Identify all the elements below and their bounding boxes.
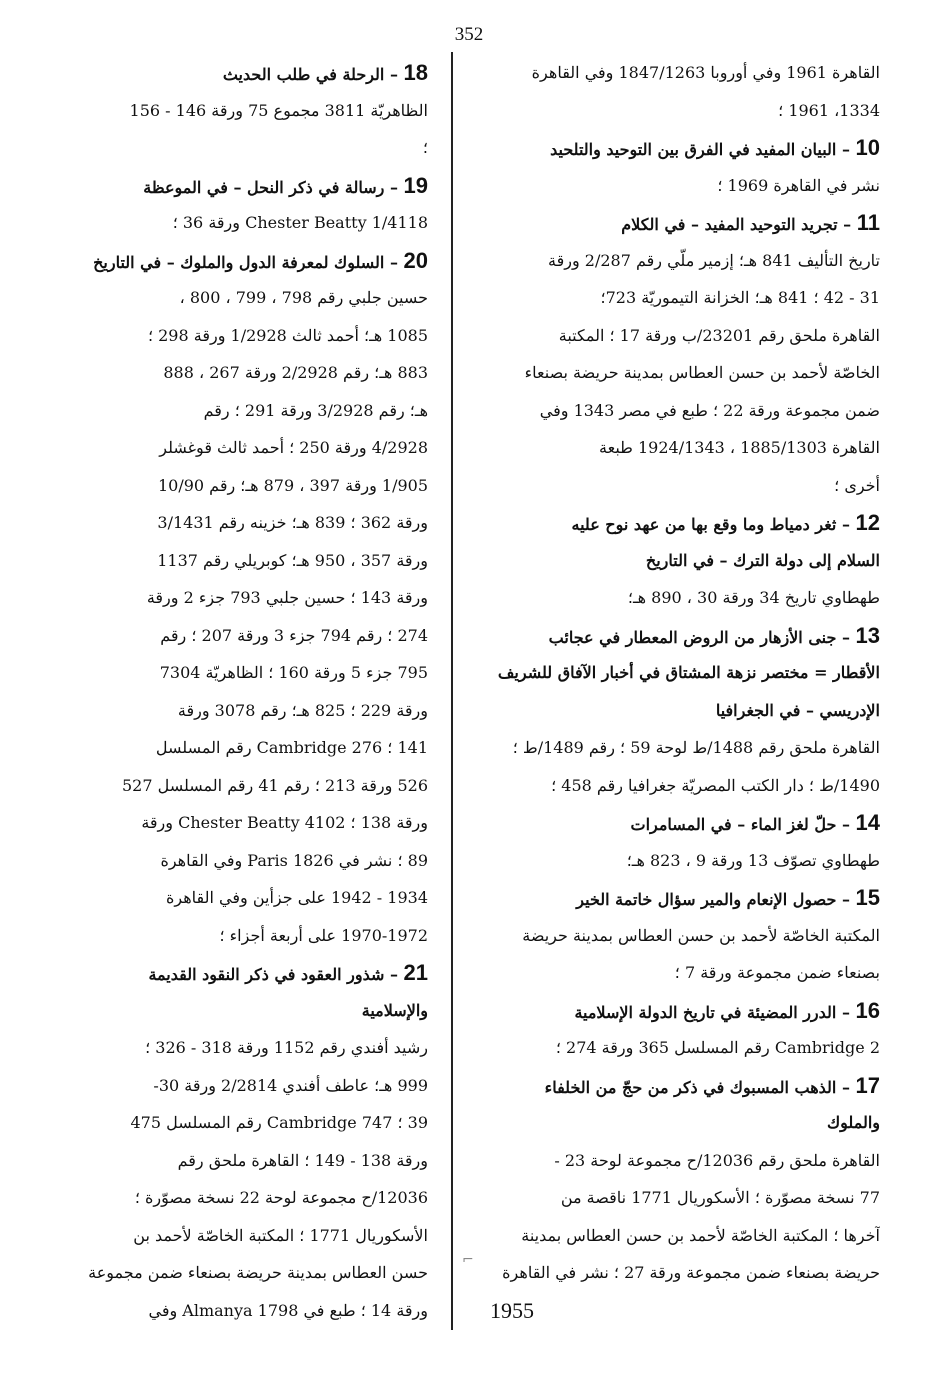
entry-line: تاريخ التأليف 841 هـ؛ إزمير ملّي رقم 2/287 ورقة — [548, 250, 880, 270]
entry-line: ؛ — [422, 138, 428, 157]
entry-line: Cambridge 2 رقم المسلسل 365 ورقة 274 ؛ — [555, 1038, 880, 1057]
entry-line: طهطاوي تصوّف 13 ورقة 9 ، 823 هـ؛ — [626, 850, 880, 870]
entry-title: السلوك لمعرفة الدول والملوك – في التاريخ — [93, 252, 385, 272]
entry-heading — [78, 54, 428, 92]
entry-number: 12 — [855, 510, 880, 535]
entry-line: 1934 - 1942 على جزأين وفي القاهرة — [166, 888, 428, 907]
entry-heading — [490, 879, 880, 917]
entry-title: الذهب المسبوك في ذكر من حجّ من الخلفاء — [544, 1077, 837, 1097]
entry-title: ثغر دمياط وما وقع بها من عهد نوح عليه — [571, 515, 837, 534]
entry-title: الدرر المضيئة في تاريخ الدولة الإسلامية — [574, 1002, 837, 1022]
entry-heading — [78, 954, 428, 992]
entry-title: الرحلة في طلب الحديث — [222, 65, 385, 84]
entry-line: طهطاوي تاريخ 34 ورقة 30 ، 890 هـ؛ — [627, 588, 880, 607]
entry-line: 4/2928 ورقة 250 ؛ أحمد ثالث قوغشلر — [159, 438, 428, 457]
entry-separator: – — [836, 140, 856, 159]
entry-heading — [78, 167, 428, 205]
entry-title: جنى الأزهار من الروض المعطار في عجائب — [548, 627, 837, 647]
entry-heading — [490, 204, 880, 242]
entry-separator: – — [837, 215, 857, 234]
entry-line: حسين جلبي رقم 798 ، 799 ، 800 ، — [179, 288, 428, 307]
entry-line: القاهرة 1885/1303 ، 1924/1343 طبعة — [599, 438, 880, 457]
entry-line: ورقة 14 ؛ طبع في Almanya 1798 وفي — [148, 1300, 428, 1320]
entry-title: شذور العقود في ذكر النقود القديمة — [148, 965, 385, 984]
entry-title: حصول الإنعام والمير سؤال خاتمة الخير — [576, 890, 837, 909]
entry-number: 11 — [856, 210, 880, 235]
entry-separator: – — [836, 1077, 856, 1097]
entry-line: 795 جزء 5 ورقة 160 ؛ الظاهريّة 7304 — [159, 663, 428, 682]
entry-separator: – — [836, 1002, 856, 1022]
entry-line: نشر في القاهرة 1969 ؛ — [717, 175, 880, 195]
entry-separator: – — [384, 965, 404, 984]
entry-line: ورقة 362 ؛ 839 هـ؛ خزينه رقم 3/1431 — [157, 513, 428, 532]
entry-line: Chester Beatty 1/4118 ورقة 36 ؛ — [172, 213, 428, 232]
entry-line: الخاصّة لأحمد بن حسن العطاس بمدينة حريضة بصنعاء — [524, 363, 880, 382]
entry-line: 999 هـ؛ عاطف أفندي 2/2814 ورقة 30- — [153, 1075, 428, 1095]
entry-heading — [490, 992, 880, 1030]
entry-separator: – — [836, 627, 856, 647]
entry-title: تجريد التوحيد المفيد – في الكلام — [621, 215, 838, 234]
entry-separator: – — [836, 815, 856, 834]
entry-number: 20 — [403, 247, 428, 273]
entry-heading-continued: والإسلامية — [361, 1000, 428, 1020]
entry-heading — [490, 1067, 880, 1105]
entry-number: 13 — [855, 622, 880, 648]
entry-line: 526 ورقة 213 ؛ رقم 41 رقم المسلسل 527 — [121, 775, 428, 795]
entry-line: القاهرة ملحق رقم 1488/ط لوحة 59 ؛ رقم 1489/ط ؛ — [512, 738, 880, 757]
right-column — [490, 54, 880, 1329]
entry-line: 12036/ح مجموعة لوحة 22 نسخة مصوّرة ؛ — [134, 1188, 428, 1207]
entry-line: ورقة 138 - 149 ؛ القاهرة ملحق رقم — [177, 1150, 428, 1170]
entry-line: ورقة 138 ؛ Chester Beatty 4102 ورقة — [141, 813, 428, 832]
entry-separator: – — [836, 515, 856, 534]
entry-heading-continued: السلام إلى دولة الترك – في التاريخ — [645, 550, 880, 570]
entry-line: 141 ؛ Cambridge 276 رقم المسلسل — [155, 738, 428, 757]
entry-number: 19 — [403, 172, 428, 198]
entry-title: رسالة في ذكر النحل – في الموعظة — [143, 177, 385, 197]
entry-line: ورقة 357 ، 950 هـ؛ كوبريلي رقم 1137 — [157, 550, 428, 570]
column-divider — [451, 52, 453, 1330]
entry-number: 17 — [855, 1072, 880, 1098]
entry-heading — [78, 242, 428, 280]
entry-number: 15 — [855, 885, 880, 910]
entry-heading — [490, 804, 880, 842]
entry-line: الأسكوريال 1771 ؛ المكتبة الخاصّة لأحمد بن — [133, 1225, 428, 1245]
entry-separator: – — [384, 177, 404, 197]
entry-heading-continued: والملوك — [826, 1113, 880, 1132]
entry-heading-continued: الإدريسي – في الجغرافيا — [715, 700, 880, 720]
entry-number: 16 — [855, 997, 880, 1023]
entry-line: المكتبة الخاصّة لأحمد بن حسن العطاس بمدينة حريضة — [522, 925, 880, 945]
left-column — [78, 54, 428, 1329]
entry-line: بصنعاء ضمن مجموعة ورقة 7 ؛ — [674, 963, 880, 982]
entry-line: الظاهريّة 3811 مجموع 75 ورقة 146 - 156 — [129, 100, 428, 120]
entry-heading — [490, 617, 880, 655]
entry-line: 39 ؛ Cambridge 747 رقم المسلسل 475 — [130, 1113, 428, 1132]
entry-number: 10 — [855, 135, 880, 160]
entry-separator: – — [384, 65, 404, 84]
entry-line: 1085 هـ؛ أحمد ثالث 1/2928 ورقة 298 ؛ — [147, 325, 428, 345]
entry-line: ورقة 229 ؛ 825 هـ؛ رقم 3078 ورقة — [177, 700, 428, 720]
entry-line: 1490/ط ؛ دار الكتب المصريّة جغرافيا رقم 458 ؛ — [551, 775, 880, 795]
entry-line: 274 ؛ رقم 794 جزء 3 ورقة 207 ؛ رقم — [160, 625, 428, 645]
page-number: 352 — [454, 24, 484, 45]
entry-line: 1/905 ورقة 397 ، 879 هـ؛ رقم 10/90 — [157, 475, 428, 495]
entry-line: ضمن مجموعة ورقة 22 ؛ طبع في مصر 1343 وفي — [539, 400, 880, 420]
entry-title: البيان المفيد في الفرق بين التوحيد والتلحيد — [550, 140, 837, 159]
entry-line: أخرى ؛ — [834, 475, 880, 495]
entry-number: 21 — [403, 960, 428, 985]
entry-line: حريضة بصنعاء ضمن مجموعة ورقة 27 ؛ نشر في القاهرة — [502, 1263, 880, 1282]
entry-number: 18 — [403, 60, 428, 85]
entry-line: القاهرة ملحق رقم 12036/ح مجموعة لوحة 23 - — [554, 1150, 880, 1170]
entry-separator: – — [384, 252, 404, 272]
entry-line: القاهرة 1961 وفي أوروبا 1847/1263 وفي القاهرة — [531, 63, 880, 82]
entry-heading-continued: الأقطار = مختصر نزهة المشتاق في أخبار الآفاق للشريف — [497, 663, 880, 682]
entry-line: رشيد أفندي رقم 1152 ورقة 318 - 326 ؛ — [145, 1038, 428, 1057]
entry-number: 14 — [855, 810, 880, 835]
entry-line: 77 نسخة مصوّرة ؛ الأسكوريال 1771 ناقصة من — [560, 1188, 880, 1207]
entry-line: القاهرة ملحق رقم 23201/ب ورقة 17 ؛ المكتبة — [558, 325, 880, 345]
entry-line: 89 ؛ نشر في Paris 1826 وفي القاهرة — [160, 850, 428, 870]
entry-line: 1970-1972 على أربعة أجزاء ؛ — [219, 925, 428, 945]
entry-line: آخرها ؛ المكتبة الخاصّة لأحمد بن حسن العطاس بمدينة — [521, 1225, 880, 1245]
entry-title: حلّ لغز الماء – في المسامرات — [630, 815, 837, 834]
entry-line: 31 - 42 ؛ 841 هـ؛ الخزانة التيموريّة 723؛ — [600, 288, 880, 307]
entry-line: 883 هـ؛ رقم 2/2928 ورقة 267 ، 888 — [163, 363, 428, 382]
entry-line: هـ؛ رقم 3/2928 ورقة 291 ؛ رقم — [203, 400, 428, 420]
entry-heading — [490, 504, 880, 542]
entry-separator: – — [836, 890, 856, 909]
entry-line: 1334، 1961 ؛ — [778, 100, 880, 120]
entry-heading — [490, 129, 880, 167]
entry-line: ورقة 143 ؛ حسين جلبي 793 جزء 2 ورقة — [146, 588, 428, 607]
entry-line: 1955 — [490, 1297, 534, 1323]
ink-mark: ⌐ — [462, 1252, 474, 1268]
entry-line: حسن العطاس بمدينة حريضة بصنعاء ضمن مجموعة — [88, 1263, 428, 1282]
